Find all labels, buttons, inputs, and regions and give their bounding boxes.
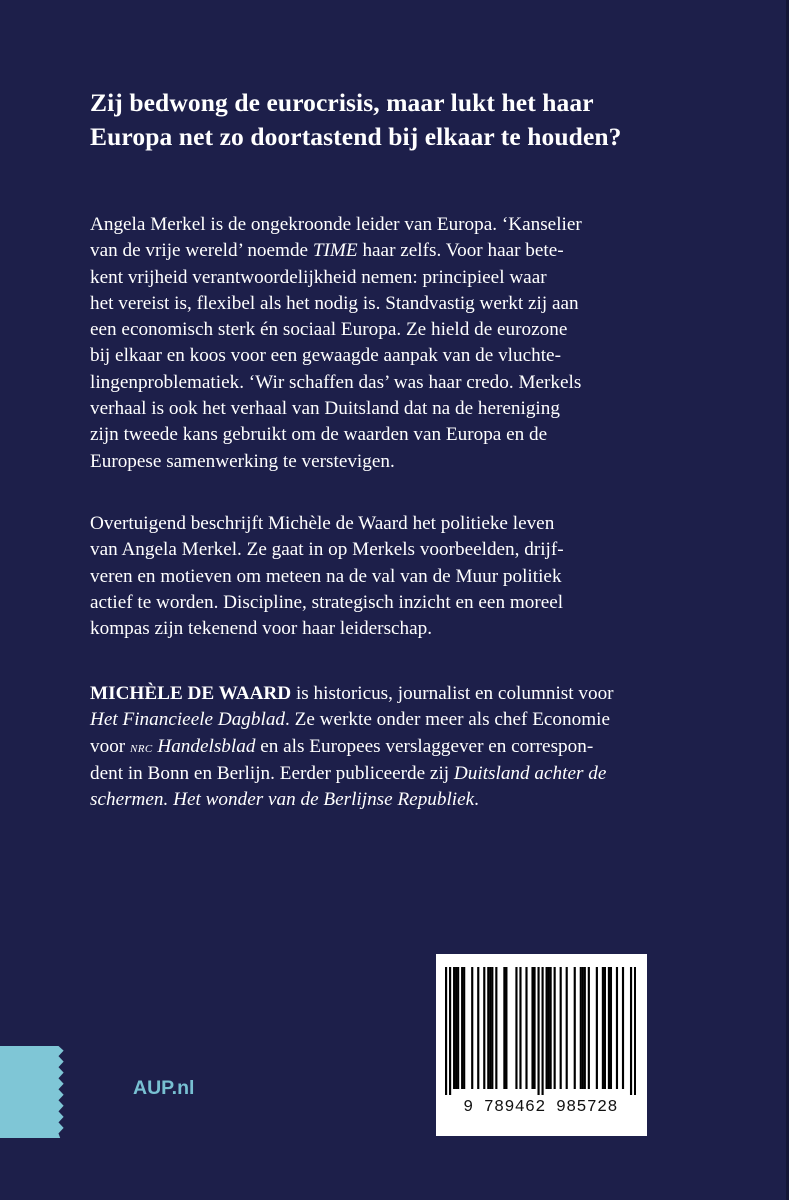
newspaper-title: Handelsblad <box>152 735 256 757</box>
barcode-bar <box>608 967 610 1089</box>
blurb-paragraph-1 <box>90 212 730 475</box>
text-line <box>90 761 730 787</box>
text-line <box>90 787 730 813</box>
barcode-bar <box>483 967 485 1089</box>
barcode-bar <box>445 967 447 1095</box>
text-run: . Ze werkte onder meer als chef Economie <box>285 709 610 731</box>
barcode-bar <box>515 967 517 1089</box>
text-line <box>90 681 730 707</box>
text-line: actief te worden. Discipline, strategisch inzicht en een moreel <box>90 591 564 613</box>
blurb-paragraph-2 <box>90 511 730 642</box>
barcode-bar <box>503 967 505 1089</box>
text-run: dent in Bonn en Berlijn. Eerder publiceerde zij <box>90 762 454 784</box>
barcode-bar <box>491 967 493 1089</box>
barcode-bar <box>495 967 497 1089</box>
isbn-number: 9 789462 985728 <box>463 1097 618 1116</box>
text-line: van Angela Merkel. Ze gaat in op Merkels voorbeelden, drijf- <box>90 539 564 561</box>
book-title: schermen. Het wonder van de Berlijnse Republiek <box>90 789 475 811</box>
publisher-website-link[interactable]: AUP.nl <box>133 1077 195 1099</box>
barcode-bar <box>453 967 455 1089</box>
isbn-barcode <box>436 954 647 1136</box>
text-line: verhaal is ook het verhaal van Duitsland dat na de hereniging <box>90 398 560 420</box>
text-line: kent vrijheid verantwoordelijkheid nemen: principieel waar <box>90 266 547 288</box>
text-run: is historicus, journalist en columnist voor <box>291 683 614 704</box>
barcode-bar <box>457 967 459 1089</box>
text-line: Overtuigend beschrijft Michèle de Waard het politieke leven <box>90 513 555 534</box>
text-line: het vereist is, flexibel als het nodig is. Standvastig werkt zij aan <box>90 292 579 314</box>
barcode-bar <box>596 967 598 1089</box>
text-line: bij elkaar en koos voor een gewaagde aanpak van de vluchte- <box>90 345 561 367</box>
cover-tagline <box>90 86 730 154</box>
barcode-bar <box>616 967 618 1089</box>
newspaper-title-abbrev: nrc <box>129 739 153 756</box>
author-name: MICHÈLE DE WAARD <box>90 683 292 704</box>
barcode-bar <box>455 967 457 1089</box>
barcode-bar <box>531 967 533 1089</box>
barcode-bars <box>445 967 636 1095</box>
barcode-bar <box>519 967 521 1089</box>
text-line <box>90 734 730 761</box>
text-line: Europese samenwerking te verstevigen. <box>90 450 395 472</box>
text-line: lingenproblematiek. ‘Wir schaffen das’ was haar credo. Merkels <box>90 371 582 393</box>
barcode-bar <box>542 967 544 1095</box>
text-line: Angela Merkel is de ongekroonde leider van Europa. ‘Kanselier <box>90 214 582 235</box>
barcode-bar <box>533 967 535 1089</box>
barcode-bar <box>630 967 632 1095</box>
tagline-line: Europa net zo doortastend bij elkaar te houden? <box>90 122 622 151</box>
barcode-bar <box>554 967 556 1089</box>
barcode-bar <box>574 967 576 1089</box>
barcode-bar <box>604 967 606 1089</box>
barcode-bar <box>588 967 590 1089</box>
barcode-bar <box>584 967 586 1089</box>
barcode-bar <box>525 967 527 1089</box>
barcode-bar <box>566 967 568 1089</box>
magazine-title: TIME <box>312 240 358 262</box>
barcode-bar <box>550 967 552 1089</box>
text-run: haar zelfs. Voor haar bete- <box>357 240 564 262</box>
text-run: en als Europees verslaggever en correspon- <box>255 735 594 757</box>
barcode-bar <box>471 967 473 1089</box>
text-run: van de vrije wereld’ noemde <box>90 240 313 262</box>
barcode-bar <box>610 967 612 1089</box>
text-run: . <box>474 789 479 811</box>
barcode-bar <box>548 967 550 1089</box>
barcode-bar <box>489 967 491 1089</box>
text-line: veren en motieven om meteen na de val van de Muur politiek <box>90 565 562 587</box>
barcode-bar <box>461 967 463 1089</box>
text-line: zijn tweede kans gebruikt om de waarden van Europa en de <box>90 424 548 446</box>
barcode-bar <box>602 967 604 1089</box>
barcode-bar <box>580 967 582 1089</box>
author-bio <box>90 681 730 813</box>
barcode-bar <box>546 967 548 1089</box>
barcode-bar <box>582 967 584 1089</box>
text-line <box>90 707 730 733</box>
barcode-bar <box>449 967 451 1095</box>
text-run: voor <box>90 735 130 757</box>
book-title: Duitsland achter de <box>453 762 607 784</box>
publisher-tab-graphic <box>0 1046 86 1138</box>
barcode-bar <box>634 967 636 1095</box>
barcode-bar <box>463 967 465 1089</box>
text-line: kompas zijn tekenend voor haar leiderschap. <box>90 618 433 640</box>
newspaper-title: Het Financieele Dagblad <box>90 709 286 731</box>
text-line <box>90 238 730 264</box>
barcode-bar <box>505 967 507 1089</box>
barcode-bar <box>477 967 479 1089</box>
barcode-bar <box>622 967 624 1089</box>
tagline-line: Zij bedwong de eurocrisis, maar lukt het haar <box>90 88 594 117</box>
text-line: een economisch sterk én sociaal Europa. Ze hield de eurozone <box>90 319 568 341</box>
barcode-bar <box>560 967 562 1089</box>
barcode-bar <box>537 967 539 1095</box>
barcode-bar <box>487 967 489 1089</box>
